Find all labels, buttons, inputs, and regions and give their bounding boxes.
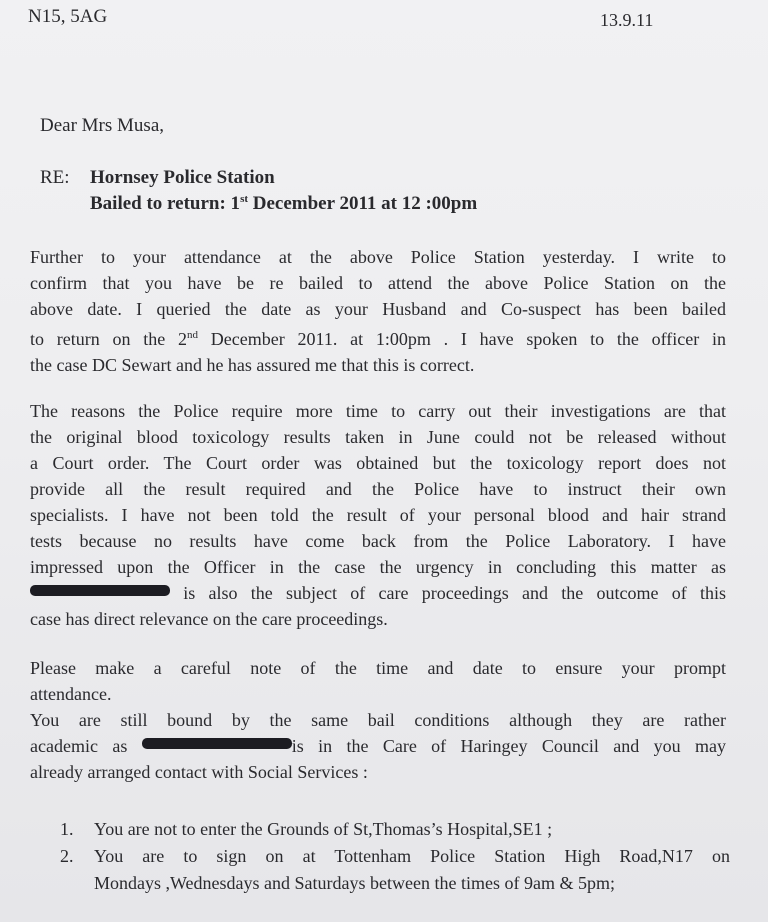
paragraph-line: The reasons the Police require more time to carry out their investigations are that bbox=[30, 401, 726, 421]
conditions-list bbox=[60, 816, 730, 897]
paragraph-line: to return on the 2nd December 2011. at 1:00pm . I have spoken to the officer in bbox=[30, 329, 726, 349]
list-number: 1. bbox=[60, 819, 74, 839]
paragraph-line: Mondays ,Wednesdays and Saturdays between the times of 9am & 5pm; bbox=[94, 873, 615, 893]
paragraph-line: Please make a careful note of the time and date to ensure your prompt bbox=[30, 658, 726, 678]
paragraph-line: specialists. I have not been told the result of your personal blood and hair strand bbox=[30, 505, 726, 525]
list-item bbox=[60, 843, 730, 897]
redaction-mark bbox=[142, 738, 292, 749]
paragraph-line: Further to your attendance at the above Police Station yesterday. I write to bbox=[30, 247, 726, 267]
paragraph-line: You are still bound by the same bail conditions although they are rather bbox=[30, 710, 726, 730]
salutation: Dear Mrs Musa, bbox=[40, 115, 165, 136]
paragraph-attendance bbox=[30, 244, 726, 378]
paragraph-line: already arranged contact with Social Services : bbox=[30, 762, 368, 782]
list-item bbox=[60, 816, 730, 843]
paragraph-line: above date. I queried the date as your Husband and Co-suspect has been bailed bbox=[30, 299, 726, 319]
paragraph-line: attendance. bbox=[30, 684, 112, 704]
list-text: You are not to enter the Grounds of St,Thomas’s Hospital,SE1 ; bbox=[94, 819, 553, 839]
header-postcode: N15, 5AG bbox=[28, 6, 108, 27]
paragraph-bail-conditions bbox=[30, 655, 726, 785]
paragraph-line: the original blood toxicology results taken in June could not be released without bbox=[30, 427, 726, 447]
list-text bbox=[94, 843, 730, 897]
re-station: Hornsey Police Station bbox=[90, 167, 275, 188]
re-bail-date: Bailed to return: 1st December 2011 at 12 :00pm bbox=[90, 193, 478, 214]
re-label: RE: bbox=[40, 167, 70, 188]
paragraph-line: academic as is in the Care of Haringey Council and you may bbox=[30, 736, 726, 756]
paragraph-line: provide all the result required and the Police have to instruct their own bbox=[30, 479, 726, 499]
paragraph-line: confirm that you have be re bailed to attend the above Police Station on the bbox=[30, 273, 726, 293]
paragraph-line: impressed upon the Officer in the case the urgency in concluding this matter as bbox=[30, 557, 726, 577]
paragraph-line: tests because no results have come back from the Police Laboratory. I have bbox=[30, 531, 726, 551]
header-date: 13.9.11 bbox=[600, 10, 654, 30]
redaction-mark bbox=[30, 585, 170, 596]
paragraph-line: a Court order. The Court order was obtained but the toxicology report does not bbox=[30, 453, 726, 473]
paragraph-line: is also the subject of care proceedings and the outcome of this bbox=[30, 580, 726, 606]
paragraph-reasons bbox=[30, 398, 726, 632]
paragraph-line: the case DC Sewart and he has assured me that this is correct. bbox=[30, 355, 475, 375]
paragraph-line: case has direct relevance on the care proceedings. bbox=[30, 609, 388, 629]
paragraph-line: You are to sign on at Tottenham Police Station High Road,N17 on bbox=[94, 846, 730, 866]
list-number: 2. bbox=[60, 846, 74, 866]
